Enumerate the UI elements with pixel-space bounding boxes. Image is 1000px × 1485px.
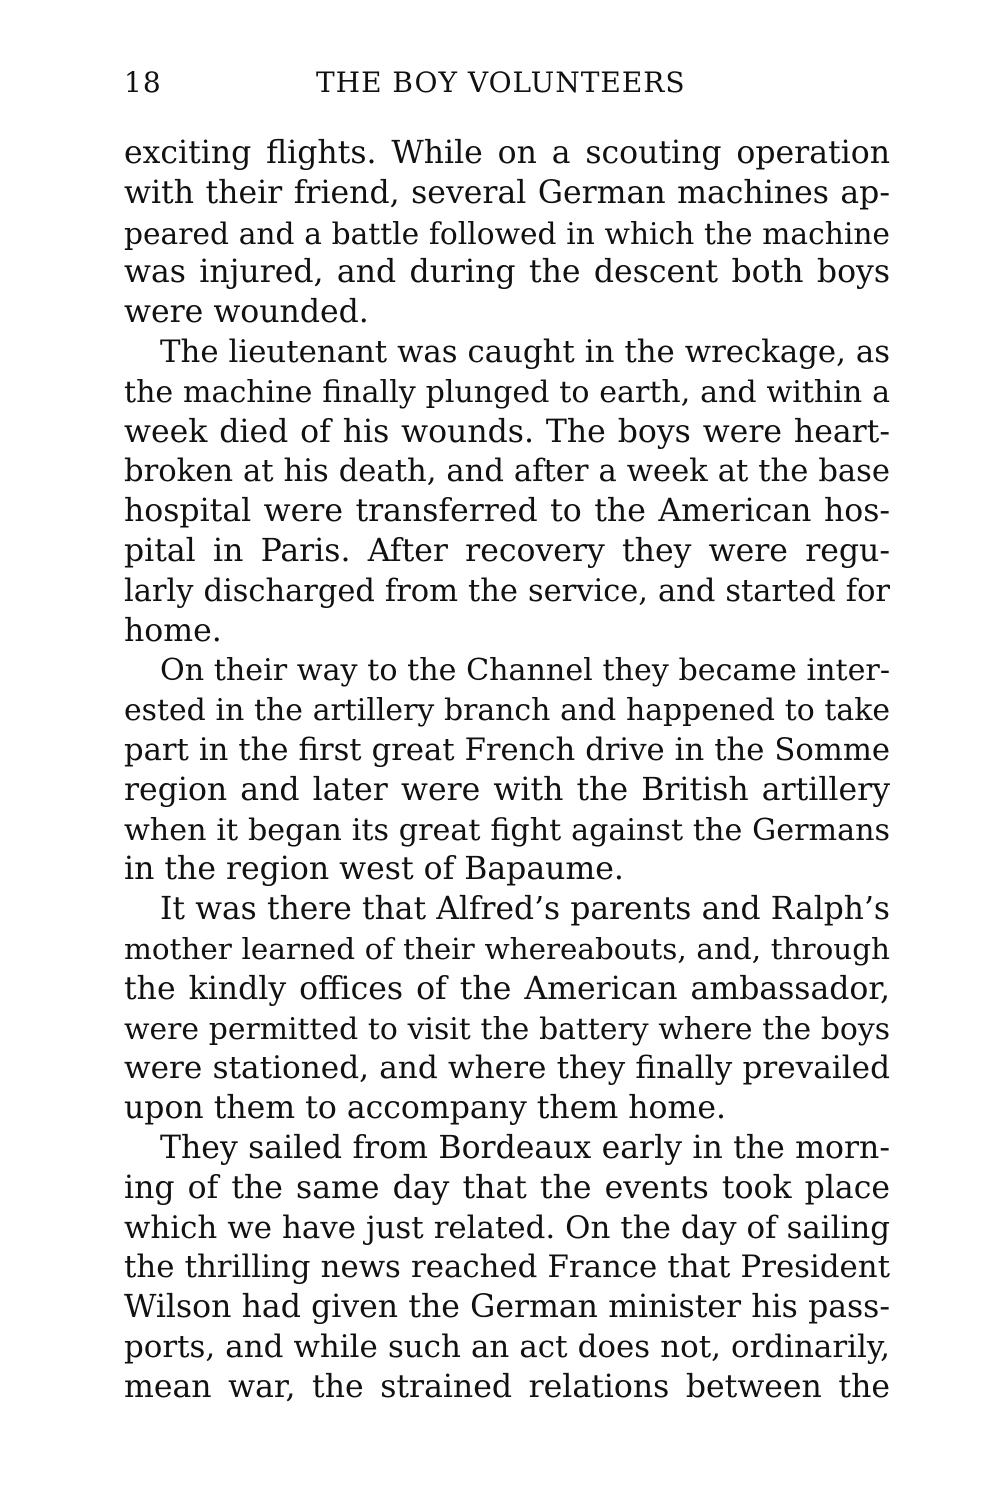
text-line: the kindly offices of the American ambassador, — [124, 970, 890, 1007]
text-line: ports, and while such an act does not, ordinarily, — [124, 1328, 890, 1365]
paragraph-1 — [124, 134, 890, 333]
text-line: hospital were transferred to the American hos- — [124, 493, 890, 530]
text-line: mother learned of their whereabouts, and, through — [124, 931, 890, 966]
text-line: the machine finally plunged to earth, and within a — [124, 374, 890, 410]
text-line: were wounded. — [124, 294, 369, 331]
text-line: when it began its great fight against the Germans — [124, 812, 890, 848]
paragraph-3 — [124, 651, 890, 890]
text-line: ing of the same day that the events took place — [124, 1169, 890, 1206]
text-line: which we have just related. On the day of sailing — [124, 1209, 890, 1246]
page-number: 18 — [124, 66, 162, 99]
text-line: upon them to accompany them home. — [124, 1090, 727, 1127]
text-line: On their way to the Channel they became inter- — [160, 653, 890, 689]
text-line: home. — [124, 612, 222, 649]
text-line: were permitted to visit the battery where the boys — [124, 1011, 890, 1047]
paragraph-5 — [124, 1129, 890, 1408]
text-line: They sailed from Bordeaux early in the morn- — [160, 1129, 890, 1166]
text-line: broken at his death, and after a week at the base — [124, 454, 890, 490]
text-line: It was there that Alfred’s parents and Ralph’s — [160, 891, 890, 928]
text-line: The lieutenant was caught in the wreckage, as — [160, 333, 890, 370]
text-line: were stationed, and where they finally prevailed — [124, 1050, 890, 1087]
paragraph-2 — [124, 333, 890, 651]
text-line: week died of his wounds. The boys were heart- — [124, 413, 890, 450]
text-line: larly discharged from the service, and started for — [124, 573, 890, 609]
text-line: was injured, and during the descent both boys — [124, 254, 890, 291]
text-line: part in the first great French drive in the Somme — [124, 732, 890, 768]
paragraph-4 — [124, 890, 890, 1129]
text-line: exciting flights. While on a scouting operation — [124, 135, 890, 171]
text-line: with their friend, several German machines ap- — [124, 174, 890, 211]
text-line: ested in the artillery branch and happened to take — [124, 693, 890, 729]
running-title: THE BOY VOLUNTEERS — [316, 66, 686, 99]
running-head — [124, 66, 894, 110]
body-text — [124, 134, 890, 1408]
text-line: the thrilling news reached France that President — [124, 1249, 890, 1286]
text-line: Wilson had given the German minister his pass- — [124, 1289, 890, 1326]
text-line: peared and a battle followed in which the machine — [124, 215, 890, 251]
text-line: region and later were with the British artillery — [124, 771, 890, 808]
text-line: pital in Paris. After recovery they were regu- — [124, 532, 890, 569]
text-line: in the region west of Bapaume. — [124, 851, 624, 888]
text-line: mean war, the strained relations between the — [124, 1368, 890, 1405]
